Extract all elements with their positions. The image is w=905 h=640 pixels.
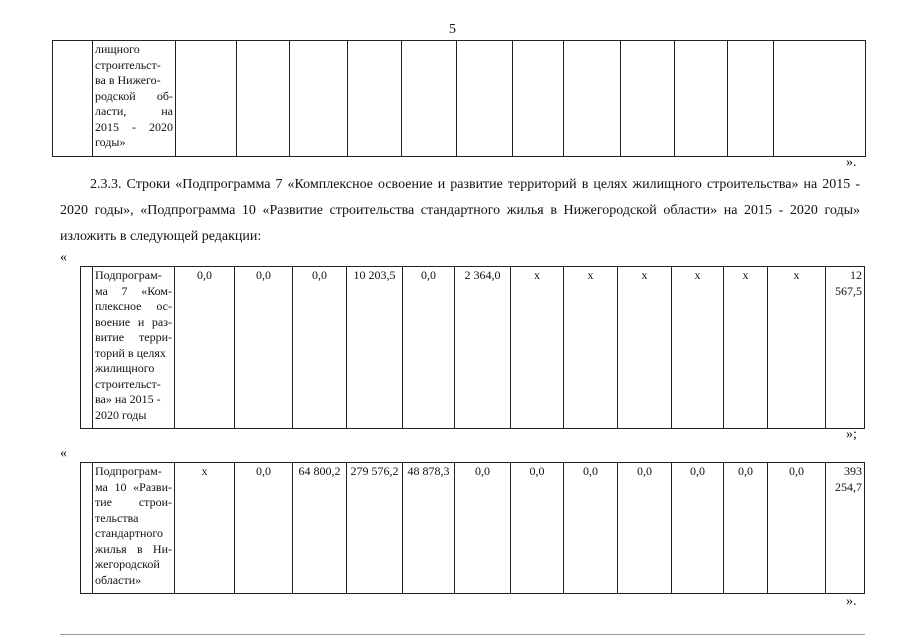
name-line: ма 10 «Разви- [95, 479, 172, 494]
value-cell: х [618, 267, 672, 429]
value-cell: х [672, 267, 724, 429]
top-table [52, 40, 866, 157]
value-cell: 10 203,5 [347, 267, 403, 429]
opening-quote-2: « [60, 446, 67, 461]
closing-quote-3: ». [846, 594, 857, 609]
value-cell [675, 41, 728, 157]
subprogram-7-table [80, 266, 865, 429]
empty-cell [53, 41, 93, 157]
program-name-cell [93, 267, 175, 429]
name-line: плексное ос- [95, 299, 172, 313]
value-cell [457, 41, 513, 157]
value-cell: 0,0 [564, 463, 618, 594]
value-cell [176, 41, 237, 157]
page-bottom-border [60, 634, 865, 635]
total-cell: 12 567,5 [826, 267, 865, 429]
value-cell: х [175, 463, 235, 594]
name-line: годы» [95, 135, 126, 149]
value-cell: 48 878,3 [403, 463, 455, 594]
closing-quote-1: ». [846, 155, 857, 170]
value-cell: 2 364,0 [455, 267, 511, 429]
value-cell [402, 41, 457, 157]
value-cell: 0,0 [235, 463, 293, 594]
value-cell: 0,0 [403, 267, 455, 429]
name-line: строительст- [95, 57, 161, 72]
name-line: родской об- [95, 88, 173, 103]
name-line: жегородской [95, 557, 160, 571]
name-line: ласти, на [95, 104, 173, 118]
value-cell: х [564, 267, 618, 429]
value-cell [513, 41, 564, 157]
value-cell [348, 41, 402, 157]
paragraph-text: 2.3.3. Строки «Подпрограмма 7 «Комплексное освоение и развитие территорий в целях жилищного строительства» на 2015 - 2020 годы», «Подпрограмма 10 «Развитие строительства стандартного жилья в Нижегородской области» на 2015 - 2020 годы» изложить в следующей редакции: [60, 177, 860, 244]
value-cell: 64 800,2 [293, 463, 347, 594]
empty-cell [81, 463, 93, 594]
name-line: 2020 годы [95, 407, 147, 422]
value-cell: 0,0 [511, 463, 564, 594]
value-cell [621, 41, 675, 157]
name-line: лищного [95, 42, 140, 56]
name-line: 2015 - 2020 [95, 119, 173, 134]
value-cell: 0,0 [175, 267, 235, 429]
value-cell: 0,0 [768, 463, 826, 594]
value-cell: 0,0 [618, 463, 672, 594]
subprogram-10-table [80, 462, 865, 594]
value-cell: 279 576,2 [347, 463, 403, 594]
value-cell [290, 41, 348, 157]
value-cell: х [768, 267, 826, 429]
page-number: 5 [449, 22, 456, 37]
name-line: тельства [95, 510, 139, 525]
name-line: ва в Нижего- [95, 73, 161, 87]
value-cell: 0,0 [672, 463, 724, 594]
name-line: области» [95, 572, 142, 587]
value-cell: 0,0 [293, 267, 347, 429]
value-cell: 0,0 [724, 463, 768, 594]
name-line: торий в целях [95, 345, 166, 360]
total-cell: 393 254,7 [826, 463, 865, 594]
name-line: стандартного [95, 526, 164, 540]
value-cell: 0,0 [235, 267, 293, 429]
name-line: строительст- [95, 376, 161, 391]
name-line: тие строи- [95, 495, 172, 509]
name-line: жилья в Ни- [95, 541, 172, 556]
program-name-cell [93, 463, 175, 594]
name-line: ва» на 2015 - [95, 392, 161, 406]
amendment-paragraph [60, 172, 860, 250]
value-cell: х [724, 267, 768, 429]
value-cell [728, 41, 774, 157]
value-cell [564, 41, 621, 157]
value-cell [774, 41, 866, 157]
value-cell: х [511, 267, 564, 429]
closing-quote-2: »; [846, 427, 857, 442]
name-line: Подпрограм- [95, 268, 162, 282]
empty-cell [81, 267, 93, 429]
name-line: воение и раз- [95, 314, 172, 329]
opening-quote-1: « [60, 250, 67, 265]
name-line: жилищного [95, 361, 155, 375]
name-line: витие терри- [95, 330, 172, 344]
program-name-cell [93, 41, 176, 157]
value-cell [237, 41, 290, 157]
name-line: Подпрограм- [95, 464, 162, 478]
value-cell: 0,0 [455, 463, 511, 594]
name-line: ма 7 «Ком- [95, 283, 172, 298]
